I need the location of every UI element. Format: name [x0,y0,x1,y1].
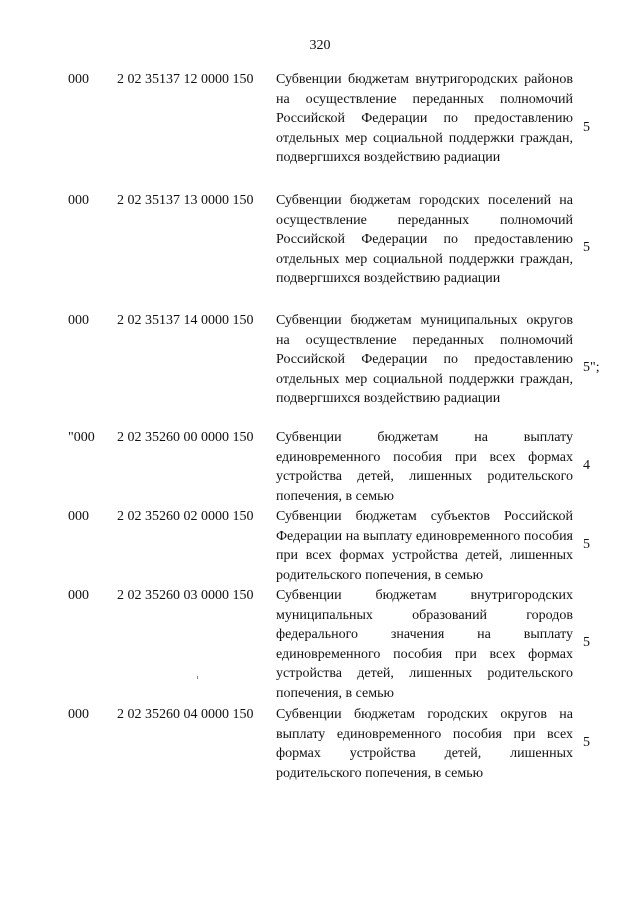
admin-code: 000 [68,588,89,603]
budget-classification-code: 2 02 35137 12 0000 150 [117,72,254,87]
budget-classification-code: 2 02 35260 03 0000 150 [117,588,254,603]
revenue-description: Субвенции бюджетам городских округов на выплату единовременного пособия при всех формах устройства детей, лишенных родительского попечения, в семью [276,707,573,781]
revenue-description: Субвенции бюджетам внутригородских районов на осуществление переданных полномочий Российской Федерации по предоставлению отдельных мер социальной поддержки граждан, подвергшихся воздействию радиации [276,72,573,165]
budget-classification-code: 2 02 35137 13 0000 150 [117,193,254,208]
revenue-description: Субвенции бюджетам субъектов Российской Федерации на выплату единовременного пособия при всех формах устройства детей, лишенных родительского попечения, в семью [276,509,573,583]
norm-value: 5 [583,120,590,135]
revenue-description: Субвенции бюджетам муниципальных округов на осуществление переданных полномочий Российской Федерации по предоставлению отдельных мер социальной поддержки граждан, подвергшихся воздействию радиации [276,313,573,406]
admin-code: "000 [68,430,95,445]
budget-classification-code: 2 02 35260 00 0000 150 [117,430,254,445]
revenue-description: Субвенции бюджетам на выплату единовременного пособия при всех формах устройства детей, лишенных родительского попечения, в семью [276,430,573,504]
norm-value: 5 [583,735,590,750]
norm-value: 5"; [583,360,600,375]
revenue-description: Субвенции бюджетам городских поселений на осуществление переданных полномочий Российской Федерации по предоставлению отдельных мер социальной поддержки граждан, подвергшихся воздействию радиации [276,193,573,286]
admin-code: 000 [68,193,89,208]
page-number: 320 [309,38,331,53]
scan-speck [197,676,198,679]
revenue-description: Субвенции бюджетам внутригородских муниципальных образований городов федерального значения на выплату единовременного пособия при всех формах устройства детей, лишенных родительского попечения, в семью [276,588,573,701]
admin-code: 000 [68,509,89,524]
budget-classification-code: 2 02 35260 04 0000 150 [117,707,254,722]
norm-value: 5 [583,537,590,552]
admin-code: 000 [68,707,89,722]
norm-value: 5 [583,635,590,650]
admin-code: 000 [68,313,89,328]
norm-value: 5 [583,240,590,255]
admin-code: 000 [68,72,89,87]
budget-classification-code: 2 02 35137 14 0000 150 [117,313,254,328]
budget-classification-code: 2 02 35260 02 0000 150 [117,509,254,524]
norm-value: 4 [583,458,590,473]
